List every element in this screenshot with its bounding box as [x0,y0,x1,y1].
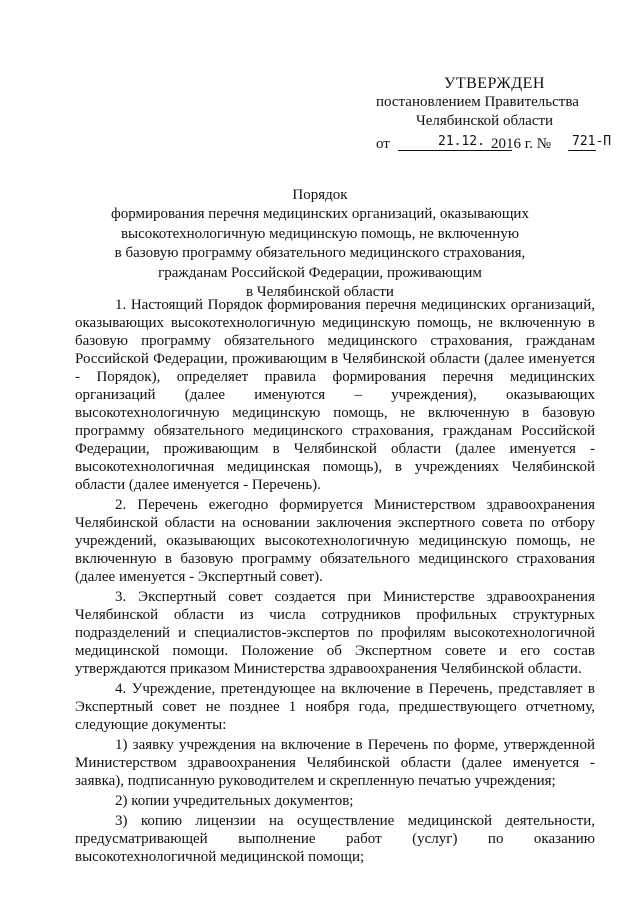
approval-date-line [360,132,620,154]
number-handwritten: 721-П [572,134,612,149]
list-item-1: 1) заявку учреждения на включение в Перечень по форме, утвержденной Министерством здравоохранения Челябинской области (далее именуется - заявка), подписанную руководителем и скрепленную печатью учреждения; [75,737,595,789]
date-handwritten: 21.12. [438,134,485,149]
paragraph-1: 1. Настоящий Порядок формирования перечня медицинских организаций, оказывающих высокотехнологичную медицинскую помощь, не включенную в базовую программу обязательного медицинского страхования, гражданам Российской Федерации, проживающим в Челябинской области (далее именуется - Порядок), определяет правила формирования перечня медицинских организаций (далее именуются – учреждения), оказывающих высокотехнологичную медицинскую помощь, не включенную в базовую программу обязательного медицинского страхования, гражданам Российской Федерации, проживающим в Челябинской области (далее именуется - высокотехнологичная медицинская помощь), в учреждениях Челябинской области (далее именуется - Перечень). [75,297,595,493]
title-line: гражданам Российской Федерации, проживающим [158,264,482,281]
document-body [75,296,595,868]
approval-title: УТВЕРЖДЕН [444,75,545,92]
approval-line-resolution: постановлением Правительства [376,94,579,110]
title-line: высокотехнологичную медицинскую помощь, не включенную [120,225,520,242]
title-line: формирования перечня медицинских организаций, оказывающих [111,206,529,223]
title-line: Порядок [292,187,348,203]
paragraph-4: 4. Учреждение, претендующее на включение в Перечень, представляет в Экспертный совет не позднее 1 ноября года, предшествующего отчетному, следующие документы: [75,681,595,733]
list-item-3: 3) копию лицензии на осуществление медицинской деятельности, предусматривающей выполнение работ (услуг) по оказанию высокотехнологичной медицинской помощи; [75,813,595,865]
date-prefix: от [376,136,390,152]
paragraph-3: 3. Экспертный совет создается при Министерстве здравоохранения Челябинской области из числа сотрудников профильных структурных подразделений и специалистов-экспертов по профилям высокотехнологичной медицинской помощи. Положение об Экспертном совете и его состав утверждаются приказом Министерства здравоохранения Челябинской области. [75,589,595,677]
title-line: в Челябинской области [246,284,394,301]
paragraph-2: 2. Перечень ежегодно формируется Министерством здравоохранения Челябинской области на основании заключения экспертного совета по отбору учреждений, оказывающих высокотехнологичную медицинскую помощь, не включенную в базовую программу обязательного медицинского страхования (далее именуется - Экспертный совет). [75,497,595,585]
date-year: 2016 г. № [491,136,552,152]
document-title [60,186,580,302]
approval-block [360,74,620,154]
title-line: в базовую программу обязательного медицинского страхования, [114,245,526,262]
approval-line-region: Челябинской области [416,113,554,129]
list-item-2: 2) копии учредительных документов; [115,793,354,809]
